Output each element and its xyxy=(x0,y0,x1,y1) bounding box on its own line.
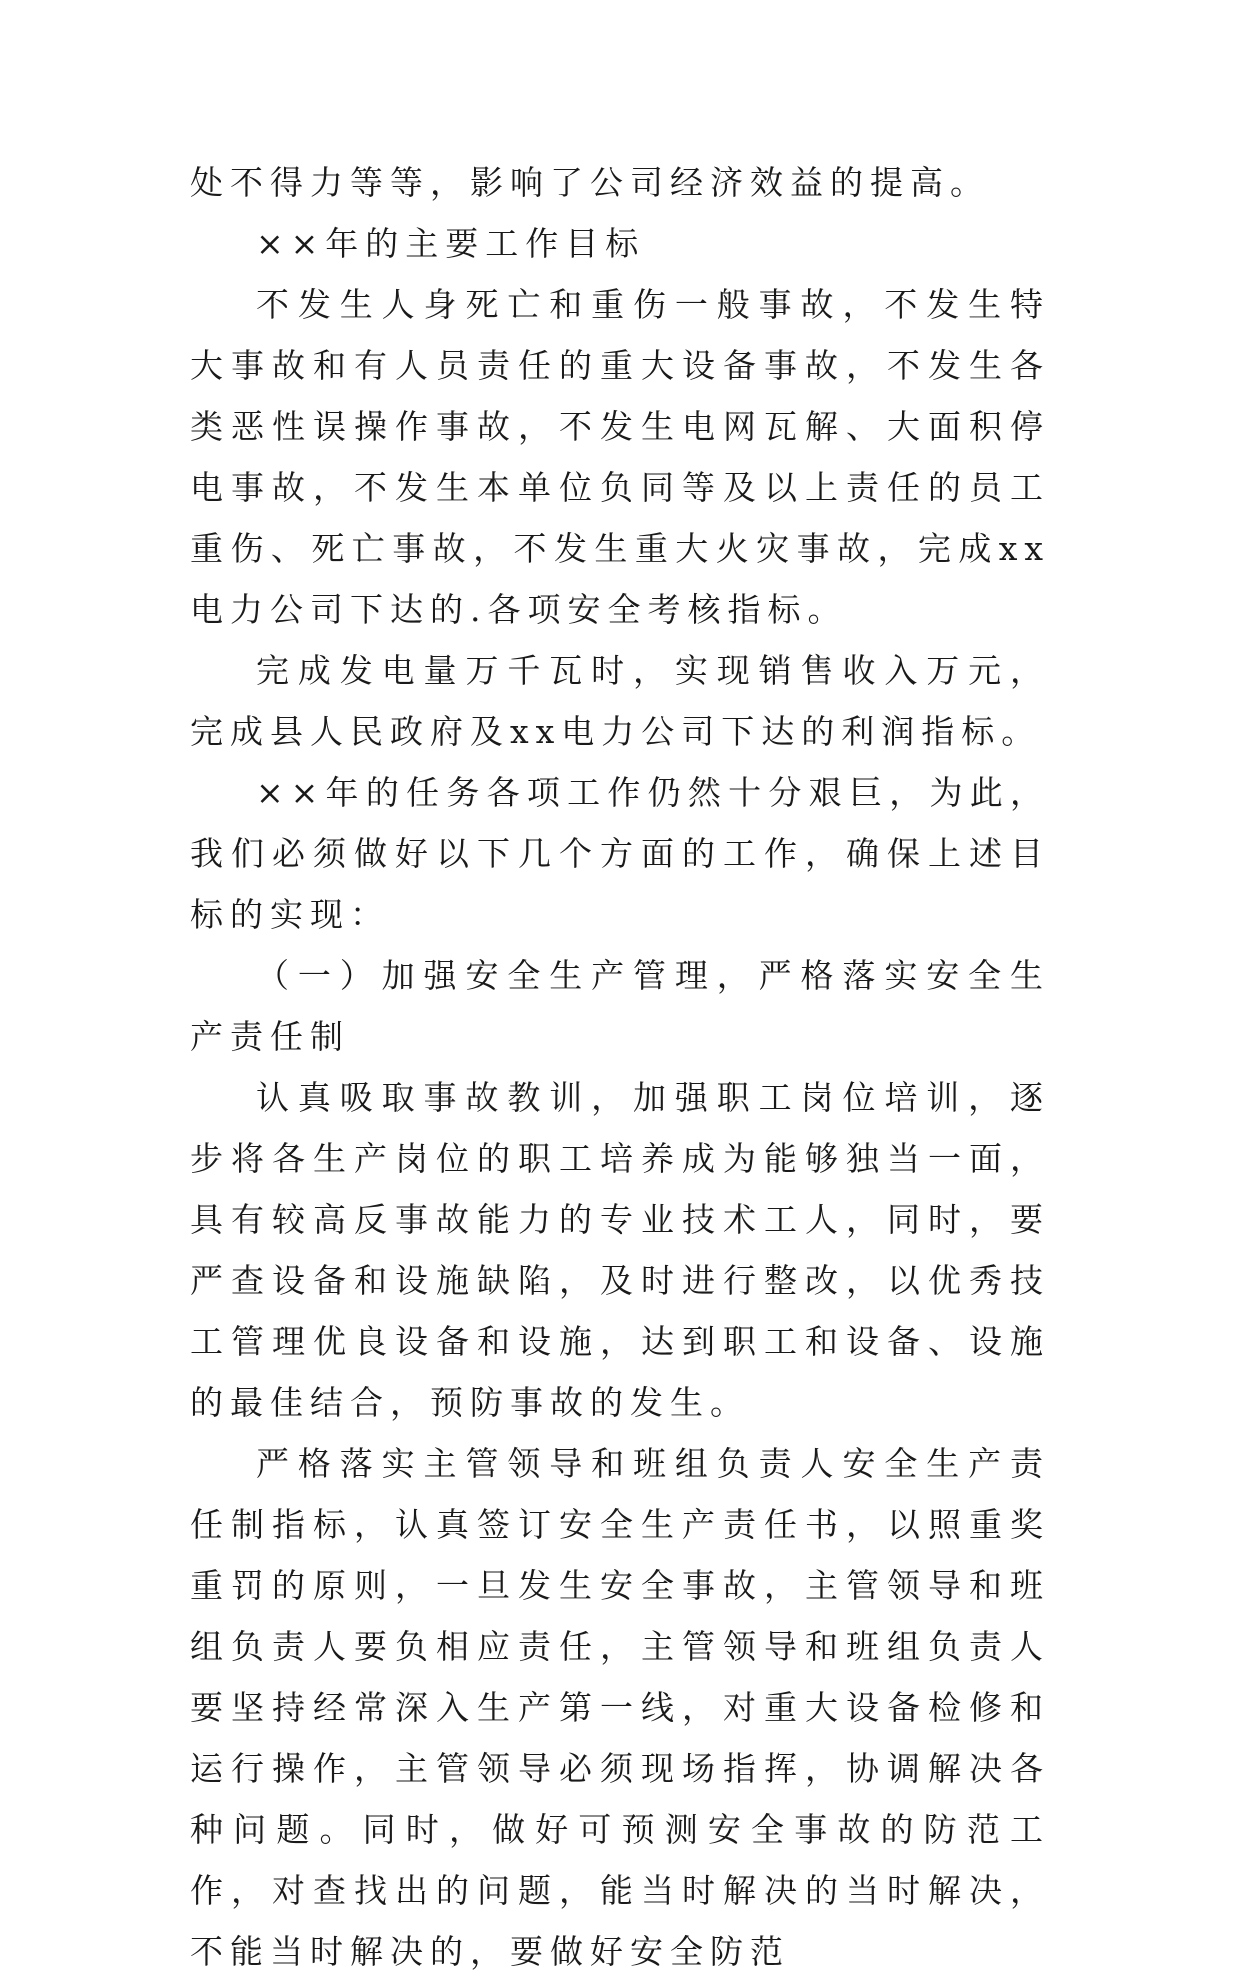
section-heading-goals: ××年的主要工作目标 xyxy=(256,224,646,263)
paragraph-responsibility: 严格落实主管领导和班组负责人安全生产责任制指标，认真签订安全生产责任书，以照重奖重罚的原则，一旦发生安全事故，主管领导和班组负责人要负相应责任，主管领导和班组负责人要坚持经常深入生产第一线，对重大设备检修和运行操作，主管领导必须现场指挥，协调解决各种问题。同时，做好可预测安全事故的防范工作，对查找出的问题，能当时解决的当时解决，不能当时解决的，要做好安全防范 xyxy=(190,1444,1050,1971)
paragraph-training: 认真吸取事故教训，加强职工岗位培训，逐步将各生产岗位的职工培养成为能够独当一面，具有较高反事故能力的专业技术工人，同时，要严查设备和设施缺陷，及时进行整改，以优秀技工管理优良设备和设施，达到职工和设备、设施的最佳结合，预防事故的发生。 xyxy=(190,1078,1050,1422)
document-body xyxy=(190,152,1050,1982)
subsection-heading-safety-management: （一）加强安全生产管理，严格落实安全生产责任制 xyxy=(190,956,1050,1056)
paragraph-production-goals: 完成发电量万千瓦时，实现销售收入万元，完成县人民政府及xx电力公司下达的利润指标。 xyxy=(190,651,1050,751)
paragraph-continuation: 处不得力等等，影响了公司经济效益的提高。 xyxy=(190,163,990,202)
paragraph-tasks-intro: ××年的任务各项工作仍然十分艰巨，为此，我们必须做好以下几个方面的工作，确保上述目标的实现： xyxy=(190,773,1050,934)
paragraph-safety-goals: 不发生人身死亡和重伤一般事故，不发生特大事故和有人员责任的重大设备事故，不发生各类恶性误操作事故，不发生电网瓦解、大面积停电事故，不发生本单位负同等及以上责任的员工重伤、死亡事故，不发生重大火灾事故，完成xx电力公司下达的.各项安全考核指标。 xyxy=(190,285,1050,629)
